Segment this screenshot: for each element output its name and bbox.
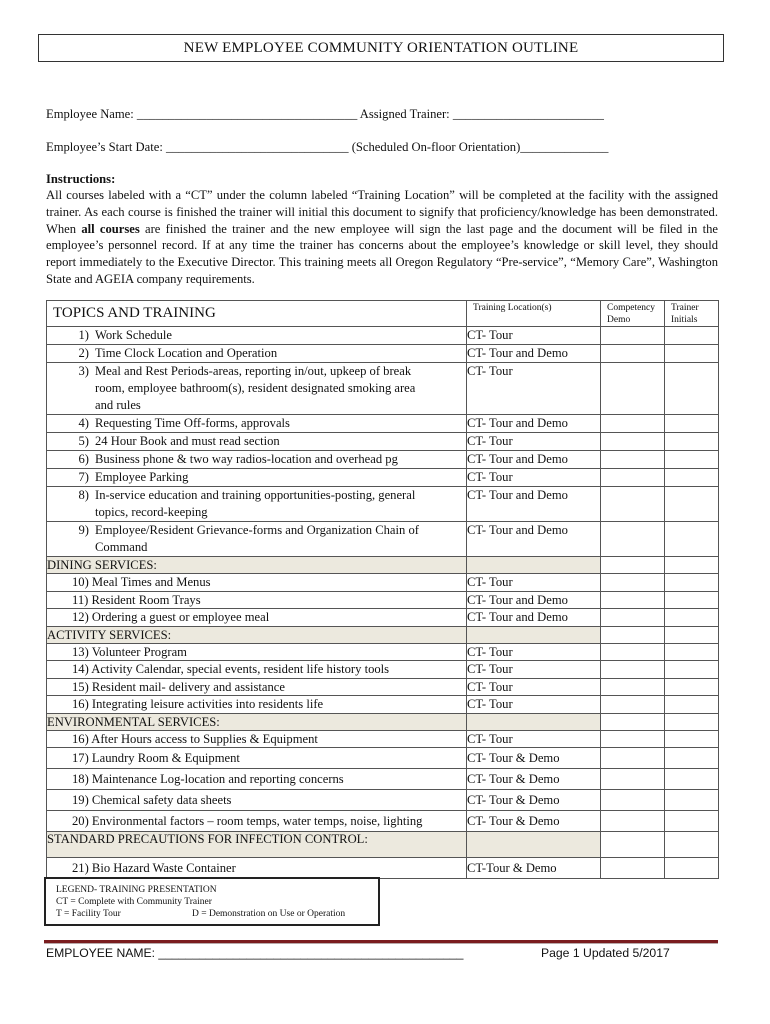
instructions-text-1: All courses labeled with a “CT” under the column labeled “Training Location” will be completed at the facility with the assigned trainer. As each course is finished the trainer will initial this document to signify that proficiency/knowledge has been demonstrated. When (46, 188, 718, 236)
employee-trainer-field[interactable]: Employee Name: ___________________________________ Assigned Trainer: ________________________ (46, 107, 604, 121)
training-location: CT- Tour (467, 364, 513, 378)
section-header-row (47, 713, 719, 730)
section-heading: ACTIVITY SERVICES: (47, 626, 467, 643)
trainer-initials-cell[interactable] (665, 678, 719, 696)
competency-demo-cell[interactable] (601, 487, 665, 522)
competency-demo-cell[interactable] (601, 451, 665, 469)
section-heading: ENVIRONMENTAL SERVICES: (47, 713, 467, 730)
training-location: CT- Tour (467, 643, 601, 661)
competency-demo-cell[interactable] (601, 574, 665, 592)
item-text-line: Employee Parking (95, 470, 189, 484)
training-location: CT- Tour (467, 434, 513, 448)
topic-cell (47, 748, 467, 769)
training-location-cell (467, 487, 601, 522)
training-location: CT- Tour (467, 574, 601, 592)
item-text-line: Meal and Rest Periods-areas, reporting in/out, upkeep of break (95, 364, 412, 378)
header-training-location: Training Location(s) (467, 301, 601, 327)
training-location: CT- Tour and Demo (467, 346, 568, 360)
training-location: CT- Tour and Demo (467, 416, 568, 430)
item-text (95, 487, 449, 521)
item-text: 16) Integrating leisure activities into residents life (72, 697, 324, 711)
training-location: CT-Tour & Demo (467, 858, 601, 879)
item-text (95, 415, 449, 432)
competency-demo-cell[interactable] (601, 609, 665, 627)
topic-cell (47, 469, 467, 487)
item-text-line: Employee/Resident Grievance-forms and Organization Chain of (95, 523, 419, 537)
item-text-line: Work Schedule (95, 328, 172, 342)
table-row (47, 769, 719, 790)
competency-demo-cell[interactable] (601, 748, 665, 769)
competency-demo-cell[interactable] (601, 790, 665, 811)
trainer-initials-cell[interactable] (665, 327, 719, 345)
competency-demo-cell[interactable] (601, 557, 665, 574)
training-location-cell (467, 415, 601, 433)
table-header-row (47, 301, 719, 327)
training-location: CT- Tour & Demo (467, 811, 601, 832)
table-row (47, 451, 719, 469)
training-location-cell (467, 522, 601, 557)
trainer-initials-cell[interactable] (665, 832, 719, 858)
training-location: CT- Tour (467, 678, 601, 696)
competency-demo-cell[interactable] (601, 832, 665, 858)
header-topics: TOPICS AND TRAINING (47, 301, 467, 327)
topic-cell (47, 591, 467, 609)
topic-cell (47, 661, 467, 679)
item-number: 8) (78, 488, 89, 502)
trainer-initials-cell[interactable] (665, 591, 719, 609)
topic-cell (47, 522, 467, 557)
table-row (47, 433, 719, 451)
section-header-row (47, 832, 719, 858)
training-location: CT- Tour & Demo (467, 769, 601, 790)
competency-demo-cell[interactable] (601, 345, 665, 363)
instructions-text-2: are finished the trainer and the new employee will sign the last page and the document will be filed in the employee’s personnel record. If at any time the trainer has concerns about the employee’s knowledge or skill level, they should report immediately to the Executive Director. This training meets all Oregon Regulatory “Pre-service”, “Memory Care”, Washington State and AGEIA company requirements. (46, 221, 718, 286)
table-row (47, 345, 719, 363)
item-text: 17) Laundry Room & Equipment (72, 751, 240, 765)
training-location: CT- Tour (467, 661, 601, 679)
item-text (95, 327, 449, 344)
table-row (47, 678, 719, 696)
training-location-cell (467, 469, 601, 487)
table-row (47, 415, 719, 433)
item-number: 2) (78, 346, 89, 360)
section-location-blank (467, 626, 601, 643)
table-row (47, 591, 719, 609)
item-text: 14) Activity Calendar, special events, resident life history tools (72, 662, 390, 676)
item-text (95, 345, 449, 362)
legend-title: LEGEND- TRAINING PRESENTATION (56, 885, 217, 895)
item-number: 4) (78, 416, 89, 430)
section-location-blank (467, 832, 601, 858)
item-text: 21) Bio Hazard Waste Container (72, 861, 236, 875)
trainer-initials-cell[interactable] (665, 574, 719, 592)
table-row (47, 363, 719, 415)
trainer-initials-cell[interactable] (665, 730, 719, 748)
competency-demo-cell[interactable] (601, 522, 665, 557)
trainer-initials-cell[interactable] (665, 858, 719, 879)
competency-demo-cell[interactable] (601, 415, 665, 433)
item-number: 6) (78, 452, 89, 466)
item-text-line: and rules (95, 398, 141, 412)
topic-cell (47, 363, 467, 415)
table-row (47, 790, 719, 811)
section-header-row (47, 557, 719, 574)
item-number: 3) (78, 364, 89, 378)
topic-cell (47, 858, 467, 879)
table-row (47, 522, 719, 557)
training-location: CT- Tour and Demo (467, 609, 601, 627)
training-location: CT- Tour and Demo (467, 591, 601, 609)
item-text: 16) After Hours access to Supplies & Equipment (72, 731, 318, 746)
legend-demo: D = Demonstration on Use or Operation (192, 909, 346, 919)
training-location: CT- Tour and Demo (467, 523, 568, 537)
table-row (47, 487, 719, 522)
table-row (47, 661, 719, 679)
trainer-initials-cell[interactable] (665, 643, 719, 661)
item-number: 1) (78, 328, 89, 342)
competency-demo-cell[interactable] (601, 469, 665, 487)
training-location: CT- Tour & Demo (467, 748, 601, 769)
item-number: 9) (78, 523, 89, 537)
topic-cell (47, 811, 467, 832)
item-text-line: Business phone & two way radios-location and overhead pg (95, 452, 398, 466)
instructions-body (46, 187, 718, 288)
section-location-blank (467, 713, 601, 730)
trainer-initials-cell[interactable] (665, 713, 719, 730)
item-text (95, 469, 449, 486)
topic-cell (47, 643, 467, 661)
table-row (47, 696, 719, 714)
item-text-line: Requesting Time Off-forms, approvals (95, 416, 290, 430)
item-text-line: topics, record-keeping (95, 505, 208, 519)
document-title: NEW EMPLOYEE COMMUNITY ORIENTATION OUTLINE (38, 34, 724, 62)
table-row (47, 643, 719, 661)
trainer-initials-cell[interactable] (665, 811, 719, 832)
instructions-heading: Instructions: (46, 172, 116, 186)
competency-demo-cell[interactable] (601, 591, 665, 609)
section-heading: STANDARD PRECAUTIONS FOR INFECTION CONTROL: (47, 832, 467, 858)
legend-box (44, 877, 380, 926)
training-location: CT- Tour (467, 328, 513, 342)
item-text-line: In-service education and training opportunities-posting, general (95, 488, 416, 502)
training-location: CT- Tour and Demo (467, 488, 568, 502)
table-row (47, 469, 719, 487)
trainer-initials-cell[interactable] (665, 415, 719, 433)
topic-cell (47, 345, 467, 363)
topic-cell (47, 730, 467, 748)
item-text-line: Command (95, 540, 148, 554)
instructions-bold: all courses (81, 221, 140, 236)
header-trainer-initials: Trainer Initials (665, 301, 719, 327)
item-text-line: Time Clock Location and Operation (95, 346, 278, 360)
trainer-initials-cell[interactable] (665, 661, 719, 679)
topic-cell (47, 327, 467, 345)
competency-demo-cell[interactable] (601, 730, 665, 748)
section-heading: DINING SERVICES: (47, 557, 467, 574)
topic-cell (47, 574, 467, 592)
trainer-initials-cell[interactable] (665, 790, 719, 811)
table-row (47, 811, 719, 832)
topic-cell (47, 609, 467, 627)
trainer-initials-cell[interactable] (665, 433, 719, 451)
footer-employee-name[interactable]: EMPLOYEE NAME: _____________________________________________ (46, 946, 464, 960)
item-text (95, 522, 449, 556)
item-text (95, 363, 449, 414)
item-text: 13) Volunteer Program (72, 644, 187, 659)
item-number: 5) (78, 434, 89, 448)
competency-demo-cell[interactable] (601, 696, 665, 714)
table-row (47, 609, 719, 627)
competency-demo-cell[interactable] (601, 713, 665, 730)
training-location-cell (467, 363, 601, 415)
trainer-initials-cell[interactable] (665, 626, 719, 643)
legend-line-ct: CT = Complete with Community Trainer (56, 897, 212, 907)
header-competency-demo: Competency Demo (601, 301, 665, 327)
training-location-cell (467, 345, 601, 363)
section-header-row (47, 626, 719, 643)
competency-demo-cell[interactable] (601, 769, 665, 790)
item-text: 18) Maintenance Log-location and reporting concerns (72, 772, 344, 786)
training-location-cell (467, 451, 601, 469)
competency-demo-cell[interactable] (601, 643, 665, 661)
trainer-initials-cell[interactable] (665, 769, 719, 790)
training-location: CT- Tour (467, 470, 513, 484)
topic-cell (47, 451, 467, 469)
orientation-table (46, 300, 719, 879)
table-row (47, 327, 719, 345)
training-location-cell (467, 327, 601, 345)
topic-cell (47, 487, 467, 522)
trainer-initials-cell[interactable] (665, 609, 719, 627)
item-text-line: room, employee bathroom(s), resident designated smoking area (95, 381, 416, 395)
training-location: CT- Tour & Demo (467, 790, 601, 811)
topic-cell (47, 696, 467, 714)
trainer-initials-cell[interactable] (665, 696, 719, 714)
competency-demo-cell[interactable] (601, 858, 665, 879)
item-number: 7) (78, 470, 89, 484)
training-location: CT- Tour and Demo (467, 452, 568, 466)
item-text: 19) Chemical safety data sheets (72, 793, 232, 807)
competency-demo-cell[interactable] (601, 363, 665, 415)
table-row (47, 858, 719, 879)
trainer-initials-cell[interactable] (665, 469, 719, 487)
trainer-initials-cell[interactable] (665, 451, 719, 469)
training-location: CT- Tour (467, 696, 601, 714)
item-text: 15) Resident mail- delivery and assistance (72, 679, 285, 694)
trainer-initials-cell[interactable] (665, 522, 719, 557)
item-text-line: 24 Hour Book and must read section (95, 434, 280, 448)
topic-cell (47, 769, 467, 790)
topic-cell (47, 433, 467, 451)
trainer-initials-cell[interactable] (665, 345, 719, 363)
competency-demo-cell[interactable] (601, 626, 665, 643)
competency-demo-cell[interactable] (601, 327, 665, 345)
trainer-initials-cell[interactable] (665, 557, 719, 574)
competency-demo-cell[interactable] (601, 678, 665, 696)
topic-cell (47, 678, 467, 696)
table-row (47, 730, 719, 748)
start-date-field[interactable]: Employee’s Start Date: _____________________________ (Scheduled On-floor Orientation)______________ (46, 140, 609, 154)
training-location: CT- Tour (467, 730, 601, 748)
item-text (95, 433, 449, 450)
item-text: 12) Ordering a guest or employee meal (72, 610, 270, 624)
legend-line-td (56, 908, 378, 920)
trainer-initials-cell[interactable] (665, 487, 719, 522)
footer-page-info: Page 1 Updated 5/2017 (541, 946, 670, 960)
competency-demo-cell[interactable] (601, 433, 665, 451)
item-text: 11) Resident Room Trays (72, 592, 201, 607)
trainer-initials-cell[interactable] (665, 363, 719, 415)
training-location-cell (467, 433, 601, 451)
topic-cell (47, 415, 467, 433)
item-text: 10) Meal Times and Menus (72, 575, 211, 589)
table-row (47, 574, 719, 592)
competency-demo-cell[interactable] (601, 811, 665, 832)
table-row (47, 748, 719, 769)
competency-demo-cell[interactable] (601, 661, 665, 679)
trainer-initials-cell[interactable] (665, 748, 719, 769)
section-location-blank (467, 557, 601, 574)
item-text (95, 451, 449, 468)
footer-divider (44, 940, 718, 944)
item-text: 20) Environmental factors – room temps, water temps, noise, lighting (72, 814, 423, 828)
topic-cell (47, 790, 467, 811)
legend-tour: T = Facility Tour (56, 909, 121, 919)
